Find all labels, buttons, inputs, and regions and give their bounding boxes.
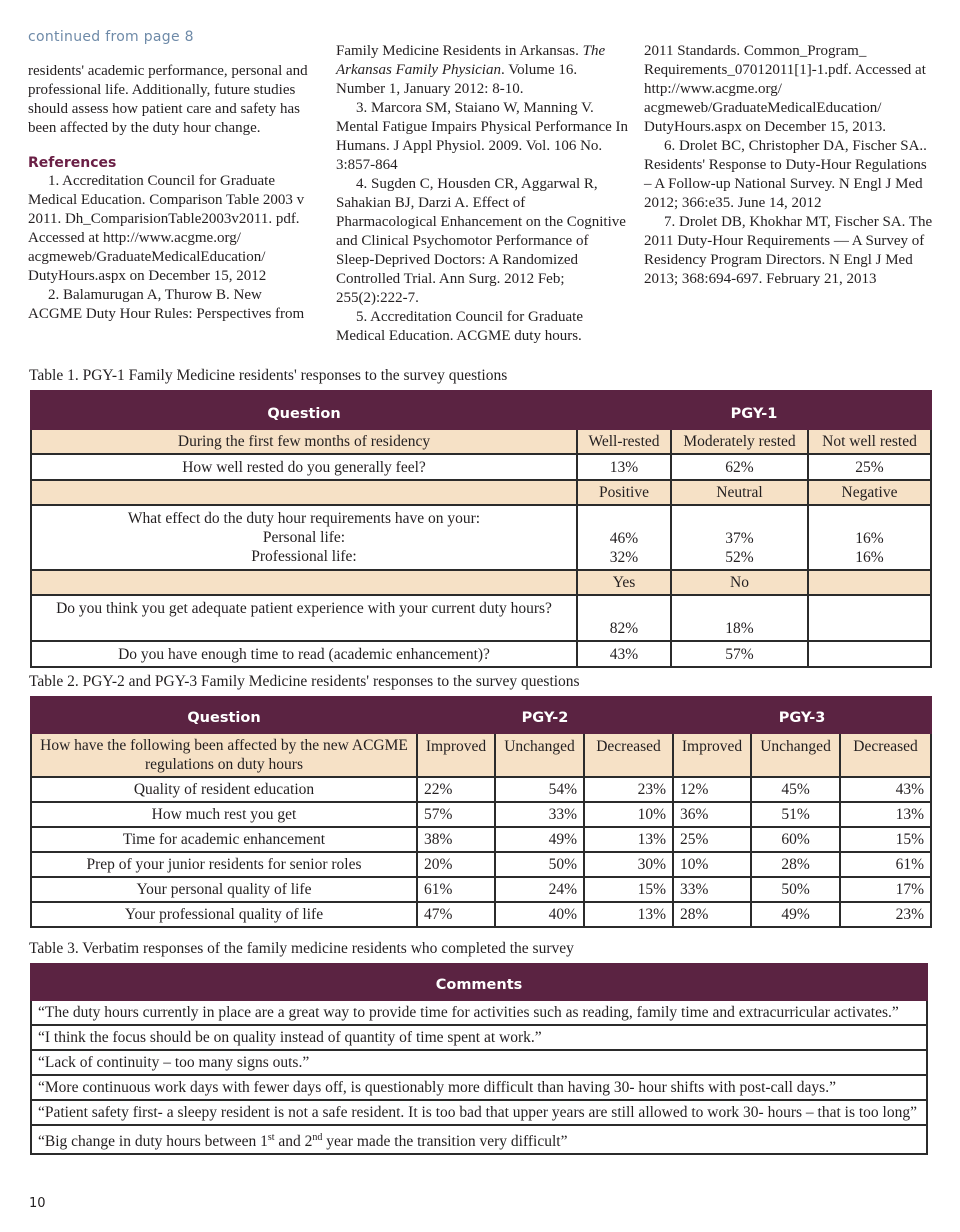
table-cell: Not well rested [808,429,931,454]
table-cell [671,505,808,570]
table-cell [577,505,671,570]
table-cell: 15% [840,827,931,852]
table-row [31,1100,927,1125]
table-cell: 24% [495,877,584,902]
table-2 [30,696,932,928]
table-cell: Unchanged [751,733,840,777]
text-column-2 [336,42,628,346]
table-3-header-comments: Comments [31,964,927,1000]
table-1-row-label: Do you have enough time to read (academic enhancement)? [31,641,577,667]
table-1-professional-value: 16% [855,549,884,566]
table-1-caption: Table 1. PGY-1 Family Medicine residents' responses to the survey questions [29,367,508,384]
comment-cell: “I think the focus should be on quality instead of quantity of time spent at work.” [31,1025,927,1050]
table-row [31,1125,927,1154]
table-cell [808,505,931,570]
reference-2-journal: The Arkansas Family Physician [336,43,606,78]
table-cell: 13% [577,454,671,480]
references-heading: References [28,155,117,171]
table-row [31,1025,927,1050]
table-cell: 54% [495,777,584,802]
text-column-1 [28,62,318,324]
reference-7: 7. Drolet DB, Khokhar MT, Fischer SA. The 2011 Duty-Hour Requirements — A Survey of Residency Program Directors. N Engl J Med 2013; 368:694-697. February 21, 2013 [644,214,933,287]
table-cell: 38% [417,827,495,852]
table-1-professional-value: 32% [609,549,639,566]
table-cell: 30% [584,852,673,877]
table-cell: Well-rested [577,429,671,454]
table-3-header-row [31,964,927,1000]
table-cell: 17% [840,877,931,902]
table-cell: 49% [751,902,840,927]
table-cell: 49% [495,827,584,852]
table-row [31,902,931,927]
table-2-row-label: Time for academic enhancement [31,827,417,852]
table-cell: 43% [577,641,671,667]
table-cell: 10% [584,802,673,827]
comment-cell: “Lack of continuity – too many signs outs.” [31,1050,927,1075]
table-row [31,480,931,505]
table-cell: 61% [417,877,495,902]
reference-5: 5. Accreditation Council for Graduate Medical Education. ACGME duty hours. [336,309,584,344]
table-cell: 33% [673,877,751,902]
comment-cell: “Patient safety first- a sleepy resident is not a safe resident. It is too bad that upper years are still allowed to work 30- hours – that is too long” [31,1100,927,1125]
reference-4: 4. Sugden C, Housden CR, Aggarwal R, Sahakian BJ, Darzi A. Effect of Pharmacological Enhancement on the Cognitive and Clinical Psychomotor Performance of Sleep-Deprived Doctors: A Randomized Controlled Trial. Ann Surg. 2012 Feb; 255(2):222-7. [336,176,626,306]
table-cell: 62% [671,454,808,480]
table-cell: Unchanged [495,733,584,777]
table-cell: Neutral [671,480,808,505]
table-cell: 33% [495,802,584,827]
table-cell: 61% [840,852,931,877]
table-row [31,570,931,595]
table-cell: 57% [417,802,495,827]
table-cell: Improved [417,733,495,777]
table-2-caption: Table 2. PGY-2 and PGY-3 Family Medicine residents' responses to the survey questions [29,673,580,690]
table-row [31,852,931,877]
table-cell: Positive [577,480,671,505]
table-1-personal-life-label: Personal life: [262,529,346,546]
reference-2-start: 2. Balamurugan A, Thurow B. New ACGME Duty Hour Rules: Perspectives from [28,287,305,322]
table-3-caption: Table 3. Verbatim responses of the family medicine residents who completed the survey [29,940,574,957]
continued-note: continued from page 8 [28,29,194,45]
table-cell: 28% [673,902,751,927]
table-1-personal-value: 16% [855,530,884,547]
reference-3: 3. Marcora SM, Staiano W, Manning V. Mental Fatigue Impairs Physical Performance In Humans. J Appl Physiol. 2009. Vol. 106 No. 3:857-864 [336,100,629,173]
table-cell: 13% [584,902,673,927]
reference-5-continued: 2011 Standards. Common_Program_ Requirements_07012011[1]-1.pdf. Accessed at http://www.acgme.org/ acgmeweb/GraduateMedicalEducation/ DutyHours.aspx on December 15, 2013. [644,43,926,135]
table-cell [808,570,931,595]
table-cell: 25% [673,827,751,852]
table-cell-empty [31,480,577,505]
table-cell: 36% [673,802,751,827]
table-row [31,1050,927,1075]
table-cell: 13% [840,802,931,827]
table-cell: 50% [751,877,840,902]
table-cell: 43% [840,777,931,802]
table-cell: 10% [673,852,751,877]
table-row [31,454,931,480]
table-cell: No [671,570,808,595]
table-2-header-pgy2: PGY-2 [417,697,673,733]
table-cell: 51% [751,802,840,827]
reference-2-text-end: . Volume 16. Number 1, January 2012: 8-10. [336,62,578,97]
table-2-row-label: Your personal quality of life [31,877,417,902]
table-1-row-label: Do you think you get adequate patient experience with your current duty hours? [31,595,577,641]
text-column-3 [644,42,936,289]
table-1-personal-value: 37% [725,530,754,547]
page-number: 10 [29,1196,46,1211]
table-row [31,1075,927,1100]
table-1-row-label: How well rested do you generally feel? [31,454,577,480]
table-row [31,595,931,641]
ordinal-superscript: nd [312,1132,323,1143]
comment-text: year made the transition very difficult” [322,1133,568,1151]
table-cell: 47% [417,902,495,927]
comment-cell: “More continuous work days with fewer days off, is questionably more difficult than having 30- hour shifts with post-call days.” [31,1075,927,1100]
table-1-row-label [31,505,577,570]
reference-2-continued [336,42,628,99]
reference-2-text: Family Medicine Residents in Arkansas. [336,43,583,59]
table-cell: Yes [577,570,671,595]
table-2-sub-label: How have the following been affected by the new ACGME regulations on duty hours [31,733,417,777]
table-1-professional-value: 52% [725,549,754,566]
table-cell: 23% [840,902,931,927]
table-row [31,777,931,802]
table-cell: 50% [495,852,584,877]
comment-cell [31,1125,927,1154]
table-row [31,641,931,667]
table-cell: 60% [751,827,840,852]
table-1-header-row [31,391,931,429]
table-cell [808,595,931,641]
table-cell: Negative [808,480,931,505]
table-cell: Improved [673,733,751,777]
table-cell [808,641,931,667]
table-row [31,827,931,852]
table-2-header-pgy3: PGY-3 [673,697,931,733]
table-1-header-pgy1: PGY-1 [577,391,931,429]
table-cell: 82% [577,595,671,641]
table-row [31,877,931,902]
table-cell: 13% [584,827,673,852]
table-row [31,1000,927,1025]
table-3 [30,963,928,1155]
ordinal-superscript: st [267,1132,275,1143]
table-cell: 28% [751,852,840,877]
table-1-professional-life-label: Professional life: [251,548,357,565]
table-cell: 22% [417,777,495,802]
comment-text: and 2 [274,1133,313,1151]
table-row [31,802,931,827]
reference-6: 6. Drolet BC, Christopher DA, Fischer SA.. Residents' Response to Duty-Hour Regulations – A Follow-up National Survey. N Engl J Med 2012; 366:e35. June 14, 2012 [644,138,927,211]
table-2-row-label: Prep of your junior residents for senior roles [31,852,417,877]
table-cell-empty [31,570,577,595]
table-row [31,505,931,570]
table-cell: 57% [671,641,808,667]
table-cell: 45% [751,777,840,802]
intro-paragraph: residents' academic performance, personal and professional life. Additionally, future studies should assess how patient care and safety has been affected by the duty hour change. [28,63,308,136]
table-cell: Decreased [584,733,673,777]
table-cell: 40% [495,902,584,927]
table-2-row-label: Quality of resident education [31,777,417,802]
comment-text: “Big change in duty hours between 1 [38,1133,268,1151]
table-cell: 20% [417,852,495,877]
table-cell: 15% [584,877,673,902]
table-1-row-label: During the first few months of residency [31,429,577,454]
table-2-row-label: How much rest you get [31,802,417,827]
table-cell: 18% [671,595,808,641]
table-row [31,733,931,777]
table-1 [30,390,932,668]
table-cell: 25% [808,454,931,480]
table-2-header-row [31,697,931,733]
table-1-header-question: Question [31,391,577,429]
table-cell: 23% [584,777,673,802]
comment-cell: “The duty hours currently in place are a great way to provide time for activities such as reading, family time and extracurricular activates.” [31,1000,927,1025]
table-cell: 12% [673,777,751,802]
table-1-personal-value: 46% [609,530,639,547]
table-1-effect-question: What effect do the duty hour requirements have on your: [127,510,481,527]
table-cell: Decreased [840,733,931,777]
table-row [31,429,931,454]
table-2-row-label: Your professional quality of life [31,902,417,927]
table-2-header-question: Question [31,697,417,733]
reference-1: 1. Accreditation Council for Graduate Medical Education. Comparison Table 2003 v 2011. Dh_ComparisionTable2003v2011. pdf. Accessed at http://www.acgme.org/ acgmeweb/GraduateMedicalEducation/ DutyHours.aspx on December 15, 2012 [28,173,305,284]
table-cell: Moderately rested [671,429,808,454]
